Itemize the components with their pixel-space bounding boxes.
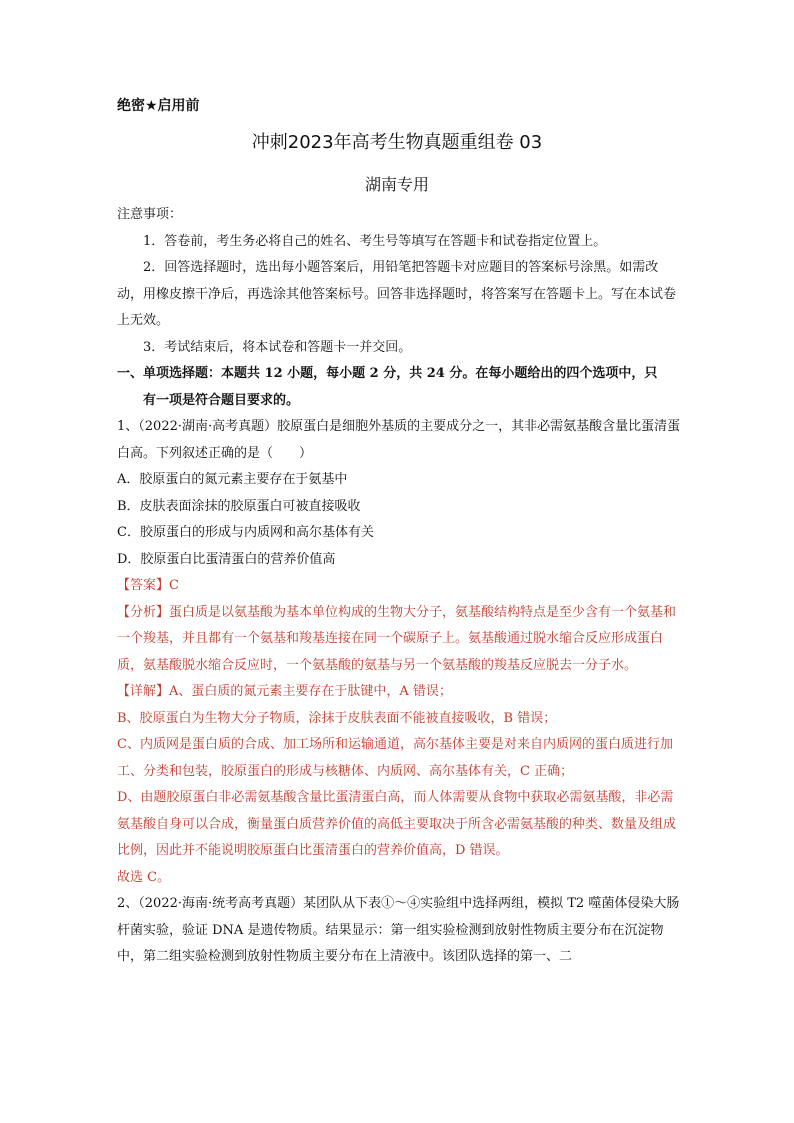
document-body (117, 202, 682, 971)
answer-label: 【答案】C (117, 578, 179, 593)
notes-heading: 注意事项： (117, 207, 183, 222)
note-1: 1．答卷前，考生务必将自己的姓名、考生号等填写在答题卡和试卷指定位置上。 (143, 233, 607, 249)
question-1-option-d: D．胶原蛋白比蛋清蛋白的营养价值高 (117, 551, 336, 567)
analysis-text: 蛋白质是以氨基酸为基本单位构成的生物大分子，氨基酸结构特点是至少含有一个氨基和一个羧基，并且都有一个氨基和羧基连接在同一个碳原子上。氨基酸通过脱水缩合反应形成蛋白质，氨基酸脱水缩合反应时，一个氨基酸的氨基与另一个氨基酸的羧基反应脱去一分子水。 (117, 604, 677, 673)
note-2: 2．回答选择题时，选出每小题答案后，用铅笔把答题卡对应题目的答案标号涂黑。如需改动，用橡皮擦干净后，再选涂其他答案标号。回答非选择题时，将答案写在答题卡上。写在本试卷上无效。 (117, 260, 677, 328)
question-1-option-b: B．皮肤表面涂抹的胶原蛋白可被直接吸收 (117, 498, 361, 514)
page-subtitle: 湖南专用 (364, 175, 429, 194)
question-1-stem: 1、（2022·湖南·高考真题）胶原蛋白是细胞外基质的主要成分之一，其非必需氨基酸含量比蛋清蛋白高。下列叙述正确的是（ ） (117, 419, 681, 461)
analysis-block (117, 600, 682, 680)
note-3: 3．考试结束后，将本试卷和答题卡一并交回。 (143, 339, 412, 355)
question-1-option-c: C．胶原蛋白的形成与内质网和高尔基体有关 (117, 525, 374, 540)
detail-d: D、由题胶原蛋白非必需氨基酸含量比蛋清蛋白高，而人体需要从食物中获取必需氨基酸，非必需氨基酸自身可以合成，衡量蛋白质营养价值的高低主要取决于所含必需氨基酸的种类、数量及组成比例，因此并不能说明胶原蛋白比蛋清蛋白的营养价值高，D 错误。 (117, 790, 677, 858)
detail-a: A、蛋白质的氮元素主要存在于肽键中，A 错误； (169, 684, 452, 699)
detail-block (117, 679, 682, 706)
confidential-label: 绝密★启用前 (117, 98, 200, 114)
question-2-stem: 2、（2022·海南·统考高考真题）某团队从下表①～④实验组中选择两组，模拟 T2 噬菌体侵染大肠杆菌实验，验证 DNA 是遗传物质。结果显示：第一组实验检测到放射性物质主要分布在沉淀物中，第二组实验检测到放射性物质主要分布在上清液中。该团队选择的第一、二 (117, 896, 680, 964)
question-1-option-a: A．胶原蛋白的氮元素主要存在于氨基中 (117, 472, 348, 487)
detail-tag: 【详解】 (117, 684, 170, 699)
detail-c: C、内质网是蛋白质的合成、加工场所和运输通道，高尔基体主要是对来自内质网的蛋白质进行加工、分类和包装，胶原蛋白的形成与核糖体、内质网、高尔基体有关，C 正确； (117, 737, 673, 779)
conclusion: 故选 C。 (117, 869, 171, 885)
section-heading: 一、单项选择题：本题共 12 小题，每小题 2 分，共 24 分。在每小题给出的四个选项中，只 (117, 366, 658, 381)
analysis-tag: 【分析】 (117, 604, 170, 620)
detail-b: B、胶原蛋白为生物大分子物质，涂抹于皮肤表面不能被直接吸收，B 错误； (117, 710, 557, 726)
page-title: 冲刺2023年高考生物真题重组卷 03 (251, 132, 543, 153)
section-heading-cont: 有一项是符合题目要求的。 (143, 392, 300, 408)
